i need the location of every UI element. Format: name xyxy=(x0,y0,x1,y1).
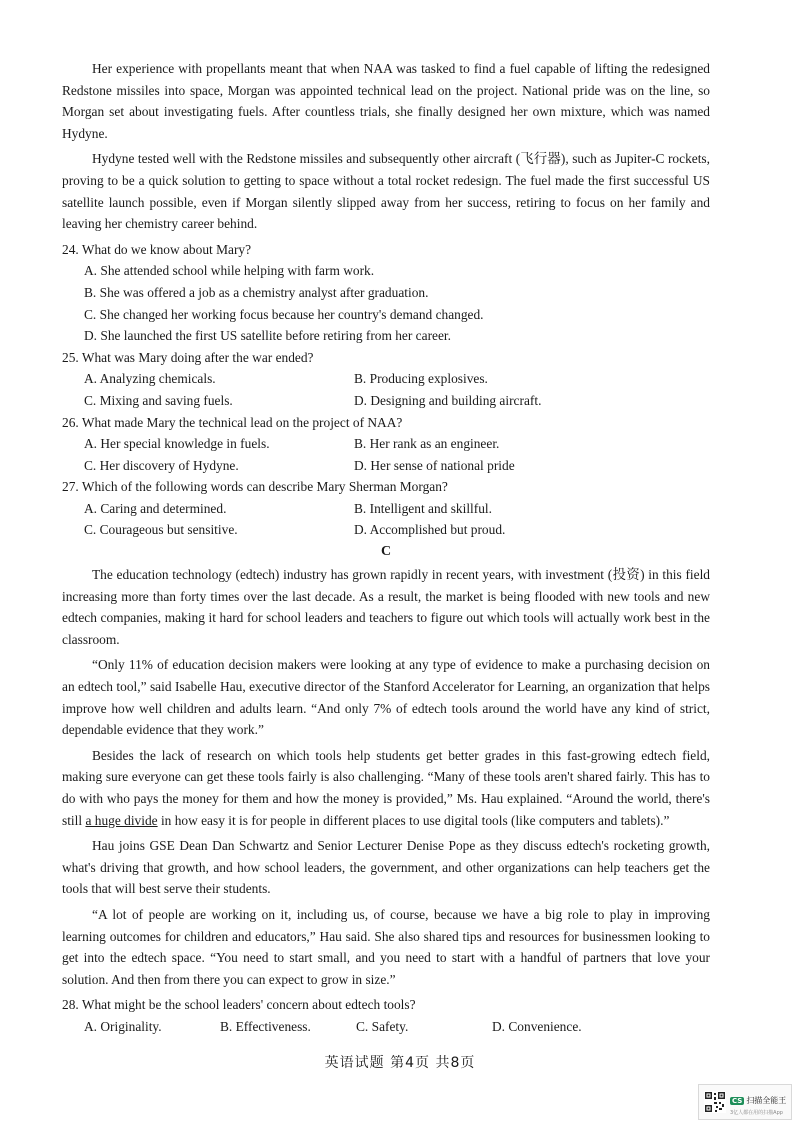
option-row xyxy=(62,1016,710,1038)
option-c: C. Her discovery of Hydyne. xyxy=(84,457,239,473)
option-d: D. Convenience. xyxy=(492,1018,582,1034)
passage-paragraph xyxy=(62,745,710,831)
option-b: B. Effectiveness. xyxy=(220,1018,311,1034)
option-row xyxy=(62,498,710,520)
option-d: D. Designing and building aircraft. xyxy=(354,392,542,408)
exam-page xyxy=(62,58,710,1038)
scanner-watermark xyxy=(698,1084,792,1120)
passage-paragraph: Her experience with propellants meant that when NAA was tasked to find a fuel capable of lifting the redesigned Redstone missiles into space, Morgan was appointed technical lead on the project. National pride was on the line, so Morgan set about investigating fuels. After countless trials, she finally designed her own mixture, which was named Hydyne. xyxy=(62,61,710,141)
question-27 xyxy=(62,476,710,541)
question-25 xyxy=(62,347,710,412)
passage-paragraph: “Only 11% of education decision makers were looking at any type of evidence to make a purchasing decision on an edtech tool,” said Isabelle Hau, executive director of the Stanford Accelerator for Learning, an organization that helps improve how well children and adults learn. “And only 7% of edtech tools around the world have any kind of strict, dependable evidence that they work.” xyxy=(62,657,710,738)
underlined-phrase: a huge divide xyxy=(85,812,158,828)
option-b: B. Producing explosives. xyxy=(354,371,488,387)
passage-paragraph: Hau joins GSE Dean Dan Schwartz and Senior Lecturer Denise Pope as they discuss edtech's rocketing growth, what's driving that growth, and how school leaders, the government, and other organizations can help teachers get the tools that will best serve their students. xyxy=(62,838,710,897)
option-a: A. Caring and determined. xyxy=(84,500,227,516)
option-row xyxy=(62,368,710,390)
option-d: D. Accomplished but proud. xyxy=(354,522,506,538)
page-footer: 英语试题 第4页 共8页 xyxy=(324,1055,476,1071)
question-26 xyxy=(62,412,710,477)
option-a: A. Originality. xyxy=(84,1018,162,1034)
option-d: D. She launched the first US satellite before retiring from her career. xyxy=(84,328,451,344)
stamp-subtitle: 3亿人都在用的扫描App xyxy=(730,1110,783,1116)
option-b: B. Intelligent and skillful. xyxy=(354,500,492,516)
option-c: C. Courageous but sensitive. xyxy=(84,522,238,538)
question-stem: 28. What might be the school leaders' concern about edtech tools? xyxy=(62,997,416,1013)
stamp-app-name: 扫描全能王 xyxy=(746,1096,787,1105)
stamp-text xyxy=(730,1088,786,1116)
passage-paragraph: The education technology (edtech) industry has grown rapidly in recent years, with investment (投资) in this field increasing more than forty times over the last decade. As a result, the market is being flooded with new tools and new edtech companies, making it hard for school leaders and teachers to figure out which tools will actually work best in the classroom. xyxy=(62,567,710,647)
question-stem: 25. What was Mary doing after the war ended? xyxy=(62,349,314,365)
text-run: in how easy it is for people in different places to use digital tools (like computers and tablets).” xyxy=(157,812,670,828)
option-row xyxy=(62,519,710,541)
option-row xyxy=(62,390,710,412)
option-c: C. Safety. xyxy=(356,1018,409,1034)
question-28 xyxy=(62,994,710,1037)
option-row xyxy=(62,433,710,455)
option-b: B. She was offered a job as a chemistry analyst after graduation. xyxy=(84,284,429,300)
option-c: C. She changed her working focus because her country's demand changed. xyxy=(84,306,484,322)
option-a: A. Analyzing chemicals. xyxy=(84,371,216,387)
option-d: D. Her sense of national pride xyxy=(354,457,515,473)
option-a: A. She attended school while helping with farm work. xyxy=(84,263,375,279)
text-run: Besides the lack of research on which tools help students get better grades in this fast-growing edtech field, making sure everyone can get these tools fairly is also challenging. “Many of these tools aren't shared fairly. This has to do with who pays the money for them and how the money is provided,” Ms. Hau explained. “Around the world, there's still xyxy=(62,747,710,828)
option-b: B. Her rank as an engineer. xyxy=(354,436,500,452)
question-stem: 24. What do we know about Mary? xyxy=(62,241,252,257)
camscanner-logo-icon: CS xyxy=(732,1097,743,1105)
option-a: A. Her special knowledge in fuels. xyxy=(84,436,270,452)
qr-code-icon xyxy=(704,1091,726,1113)
question-stem: 26. What made Mary the technical lead on the project of NAA? xyxy=(62,414,403,430)
passage-paragraph: Hydyne tested well with the Redstone missiles and subsequently other aircraft (飞行器), such as Jupiter-C rockets, proving to be a quick solution to getting to space without a total rocket redesign. The fuel made the first successful US satellite launch possible, even if Morgan silently slipped away from her success, retiring to focus on her family and leaving her chemistry career behind. xyxy=(62,151,710,232)
question-24 xyxy=(62,239,710,347)
question-stem: 27. Which of the following words can describe Mary Sherman Morgan? xyxy=(62,479,448,495)
section-heading-c: C xyxy=(380,544,392,560)
option-row xyxy=(62,455,710,477)
passage-paragraph: “A lot of people are working on it, including us, of course, because we have a big role to play in improving learning outcomes for children and educators,” Hau said. She also shared tips and resources for businessmen looking to get into the edtech space. “You need to start small, and you need to start with a handful of partners that love your solution. And then from there you can expect to grow in size.” xyxy=(62,906,710,987)
option-c: C. Mixing and saving fuels. xyxy=(84,392,233,408)
